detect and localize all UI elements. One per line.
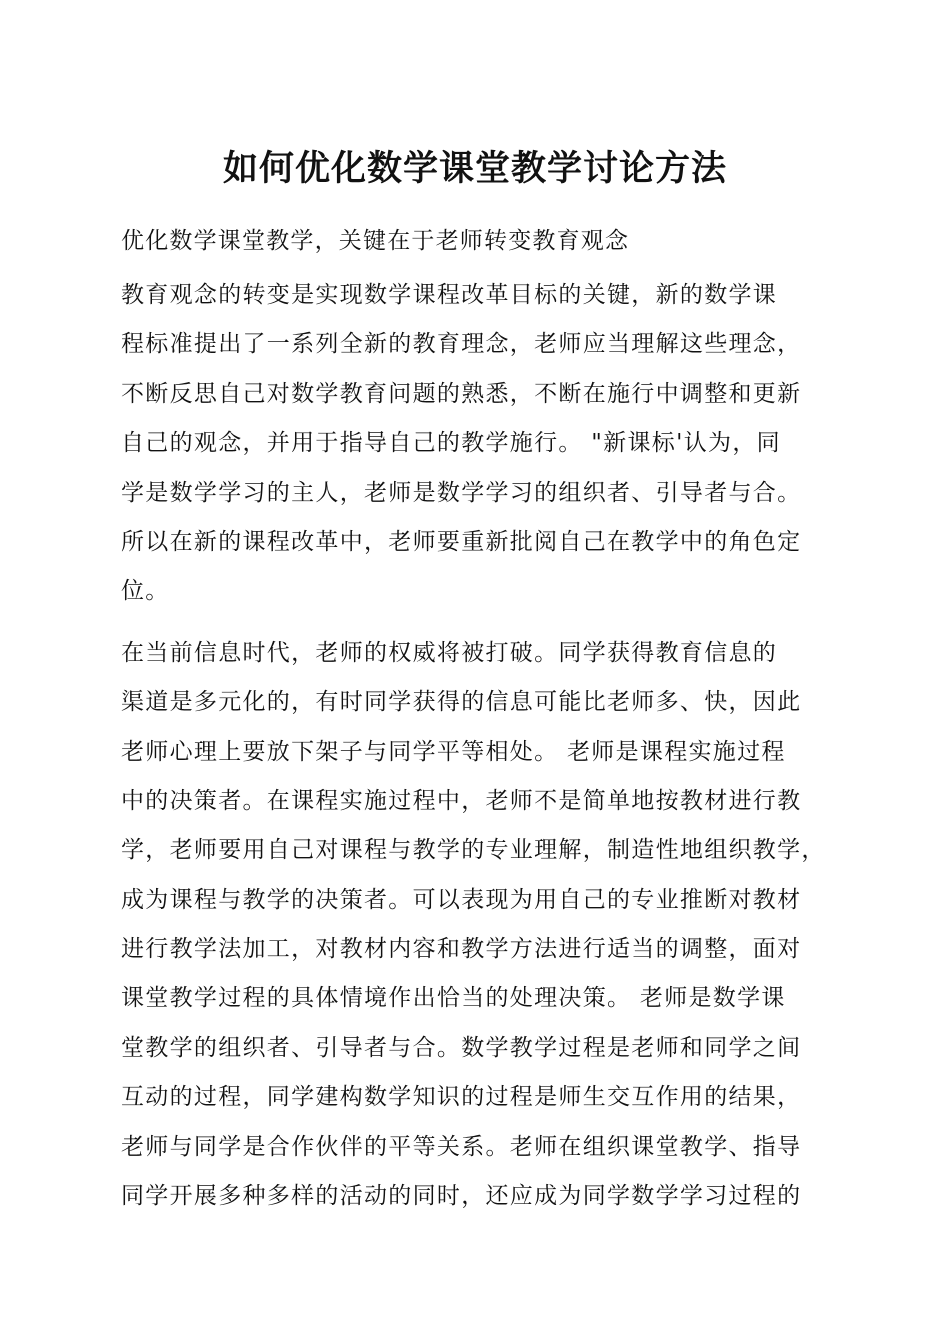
text-line: 所以在新的课程改革中，老师要重新批阅自己在教学中的角色定 [121, 528, 802, 555]
paragraph-gap [121, 617, 851, 629]
text-line: 学，老师要用自己对课程与教学的专业理解，制造性地组织教学， [121, 837, 826, 864]
paragraph-1 [121, 271, 851, 617]
text-line: 老师与同学是合作伙伴的平等关系。老师在组织课堂教学、指导 [121, 1133, 802, 1160]
document-title: 如何优化数学课堂教学讨论方法 [222, 148, 727, 189]
text-line: 程标准提出了一系列全新的教育理念，老师应当理解这些理念， [121, 331, 802, 358]
text-line: 同学开展多种多样的活动的同时，还应成为同学数学学习过程的 [121, 1183, 802, 1210]
text-line: 渠道是多元化的，有时同学获得的信息可能比老师多、快，因此 [121, 689, 802, 716]
text-line: 课堂教学过程的具体情境作出恰当的处理决策。 老师是数学课 [121, 985, 786, 1012]
text-line: 学是数学学习的主人，老师是数学学习的组织者、引导者与合。 [121, 479, 802, 506]
text-line: 堂教学的组织者、引导者与合。数学教学过程是老师和同学之间 [121, 1034, 802, 1061]
document-body [121, 271, 851, 1221]
text-line: 在当前信息时代，老师的权威将被打破。同学获得教育信息的 [121, 639, 778, 666]
text-line: 自己的观念，并用于指导自己的教学施行。 "新课标'认为，同 [121, 430, 781, 457]
text-line: 位。 [121, 578, 170, 605]
text-line: 互动的过程，同学建构数学知识的过程是师生交互作用的结果， [121, 1084, 802, 1111]
paragraph-2 [121, 629, 851, 1222]
document-subtitle: 优化数学课堂教学，关键在于老师转变教育观念 [121, 228, 630, 254]
text-line: 教育观念的转变是实现数学课程改革目标的关键，新的数学课 [121, 282, 778, 308]
text-line: 成为课程与教学的决策者。可以表现为用自己的专业推断对教材 [121, 886, 802, 913]
text-line: 老师心理上要放下架子与同学平等相处。 老师是课程实施过程 [121, 738, 786, 765]
text-line: 进行教学法加工，对教材内容和教学方法进行适当的调整，面对 [121, 936, 802, 963]
text-line: 中的决策者。在课程实施过程中，老师不是简单地按教材进行教 [121, 787, 802, 814]
text-line: 不断反思自己对数学教育问题的熟悉，不断在施行中调整和更新 [121, 380, 802, 407]
